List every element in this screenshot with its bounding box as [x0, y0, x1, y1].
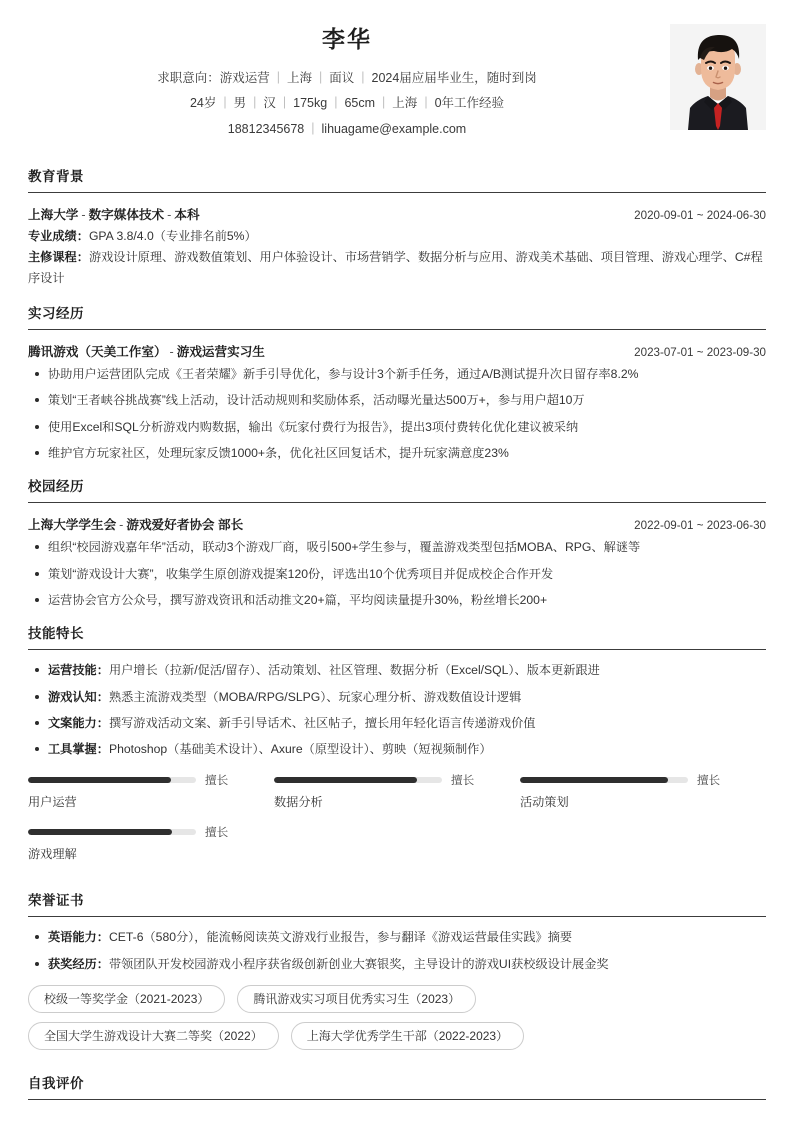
honor-value: 带领团队开发校园游戏小程序获省级创新创业大赛银奖，主导设计的游戏UI获校级设计展金奖: [108, 956, 609, 971]
list-item: [28, 928, 766, 946]
internship-entry-head: [28, 341, 766, 360]
section-divider: [28, 916, 766, 917]
list-item: [28, 661, 766, 679]
skill-value: Photoshop（基础美术设计）、Axure（原型设计）、剪映（短视频制作）: [108, 742, 492, 757]
email-address: lihuagame@example.com: [321, 122, 467, 137]
meta-item: 2024届应届毕业生，随时到岗: [371, 70, 537, 85]
meta-item: 游戏运营: [219, 70, 270, 85]
status-badge: 上海大学优秀学生干部（2022-2023）: [291, 1022, 524, 1050]
phone-number: 18812345678: [227, 122, 305, 137]
page-tail-space: [0, 1111, 794, 1121]
meta-item: 175kg: [293, 96, 328, 111]
status-badge: 腾讯游戏实习项目优秀实习生（2023）: [237, 985, 476, 1013]
list-item: [28, 714, 766, 732]
gpa-label: 专业成绩：: [28, 229, 89, 244]
section-title-self-evaluation: 自我评价: [28, 1076, 84, 1092]
skill-progress-fill: [28, 829, 172, 835]
gpa-value: GPA 3.8/4.0（专业排名前5%）: [88, 229, 257, 244]
skill-bar-item: [28, 772, 274, 810]
education-gpa-row: [28, 226, 766, 247]
campus-role: 游戏爱好者协会 部长: [126, 518, 244, 533]
skills-bullet-list: [28, 661, 766, 758]
skill-level-label: 擅长: [450, 774, 475, 788]
courses-value: 游戏设计原理、游戏数值策划、用户体验设计、市场营销学、数据分析与应用、游戏美术基础、项目管理、游戏心理学、C#程序设计: [28, 250, 763, 286]
section-title-honors: 荣誉证书: [28, 893, 84, 909]
meta-line-contact: [28, 121, 666, 138]
list-item: [28, 955, 766, 973]
list-item: 使用Excel和SQL分析游戏内购数据，输出《玩家付费行为报告》，提出3项付费转化优化建议被采纳: [28, 418, 766, 436]
meta-separator-icon: |: [276, 69, 280, 84]
education-entry-head: [28, 204, 766, 223]
skill-label: 运营技能：: [48, 663, 109, 678]
skill-progress-track: [520, 777, 688, 783]
company-name: 腾讯游戏（天美工作室）: [28, 345, 167, 360]
list-item: 维护官方玩家社区，处理玩家反馈1000+条，优化社区回复话术，提升玩家满意度23%: [28, 444, 766, 462]
internship-bullet-list: [28, 365, 766, 462]
honors-bullet-list: [28, 928, 766, 973]
meta-item: 男: [233, 96, 247, 111]
resume-header: [0, 0, 794, 152]
skill-progress-track: [274, 777, 442, 783]
campus-entry-head: [28, 514, 766, 533]
education-entry-title: 上海大学 - 数字媒体技术 - 本科: [28, 208, 200, 223]
honor-value: CET-6（580分），能流畅阅读英文游戏行业报告，参与翻译《游戏运营最佳实践》摘要: [108, 930, 573, 945]
list-item: [28, 688, 766, 706]
education-date-range: 2020-09-01 ~ 2024-06-30: [634, 209, 766, 223]
skill-value: 用户增长（拉新/促活/留存）、活动策划、社区管理、数据分析（Excel/SQL）、版本更新跟进: [108, 663, 600, 678]
section-campus: [0, 462, 794, 609]
campus-date-range: 2022-09-01 ~ 2023-06-30: [634, 519, 766, 533]
page-title: 李华: [322, 26, 372, 52]
section-internship: [0, 289, 794, 462]
meta-item: 24岁: [189, 96, 217, 111]
list-item: 策划“游戏设计大赛”，收集学生原创游戏提案120份，评选出10个优秀项目并促成校企合作开发: [28, 565, 766, 583]
meta-item: 上海: [286, 70, 312, 85]
meta-item: 65cm: [344, 96, 376, 111]
skill-value: 熟悉主流游戏类型（MOBA/RPG/SLPG）、玩家心理分析、游戏数值设计逻辑: [108, 689, 522, 704]
meta-separator-icon: |: [223, 95, 227, 110]
meta-item: 汉: [263, 96, 276, 111]
section-divider: [28, 192, 766, 193]
school-name: 上海大学: [28, 208, 79, 223]
skill-progress-fill: [520, 777, 668, 783]
skill-name-label: 游戏理解: [28, 847, 77, 862]
meta-separator-icon: |: [253, 95, 257, 110]
honor-label: 获奖经历：: [48, 956, 109, 971]
skill-level-label: 擅长: [205, 774, 229, 788]
honor-tag-row: [28, 985, 766, 1022]
meta-separator-icon: |: [361, 69, 365, 84]
meta-item: 上海: [392, 96, 418, 111]
campus-bullet-list: [28, 538, 766, 609]
skill-name-label: 数据分析: [273, 795, 323, 810]
meta-item: 面议: [329, 70, 355, 85]
section-divider: [28, 1099, 766, 1100]
job-intent-label: 求职意向：: [157, 70, 220, 85]
section-divider: [28, 502, 766, 503]
section-self-evaluation: [0, 1059, 794, 1100]
meta-separator-icon: |: [318, 69, 323, 84]
meta-separator-icon: |: [424, 95, 428, 110]
section-title-skills: 技能特长: [28, 626, 84, 642]
skill-name-label: 活动策划: [519, 795, 569, 810]
honor-tag-row: [28, 1022, 766, 1059]
meta-separator-icon: |: [334, 95, 338, 110]
skill-name-label: 用户运营: [28, 795, 77, 810]
campus-entry-title: 上海大学学生会 - 游戏爱好者协会 部长: [28, 518, 244, 533]
section-honors: [0, 876, 794, 1059]
list-item: 协助用户运营团队完成《王者荣耀》新手引导优化，参与设计3个新手任务，通过A/B测试提升次日留存率8.2%: [28, 365, 766, 383]
degree-name: 本科: [174, 208, 200, 223]
meta-line-personal: [28, 95, 666, 112]
skill-level-label: 擅长: [205, 826, 229, 840]
skill-label: 工具掌握：: [48, 742, 109, 757]
meta-separator-icon: |: [382, 95, 386, 110]
skill-bar-grid: [28, 772, 766, 876]
internship-entry-title: 腾讯游戏（天美工作室） - 游戏运营实习生: [28, 345, 265, 360]
header-text-block: [28, 22, 670, 138]
skill-progress-track: [28, 829, 196, 835]
internship-role: 游戏运营实习生: [176, 345, 265, 360]
section-divider: [28, 329, 766, 330]
list-item: 运营协会官方公众号，撰写游戏资讯和活动推文20+篇，平均阅读量提升30%，粉丝增长200+: [28, 591, 766, 609]
section-title-education: 教育背景: [28, 169, 84, 185]
status-badge: 校级一等奖学金（2021-2023）: [28, 985, 225, 1013]
courses-label: 主修课程：: [28, 250, 89, 265]
list-item: 组织“校园游戏嘉年华”活动，联动3个游戏厂商，吸引500+学生参与，覆盖游戏类型包括MOBA、RPG、解谜等: [28, 538, 766, 556]
skill-level-label: 擅长: [696, 774, 721, 788]
avatar-portrait-icon: [670, 24, 766, 130]
honor-label: 英语能力：: [48, 930, 109, 945]
skill-bar-item: [520, 772, 766, 810]
list-item: [28, 740, 766, 758]
section-title-campus: 校园经历: [28, 479, 84, 495]
avatar: [670, 24, 766, 130]
skill-label: 文案能力：: [48, 715, 109, 730]
major-name: 数字媒体技术: [88, 208, 165, 223]
organization-name: 上海大学学生会: [28, 518, 117, 533]
section-education: [0, 152, 794, 289]
meta-separator-icon: |: [311, 121, 315, 136]
section-skills: [0, 609, 794, 876]
list-item: 策划“王者峡谷挑战赛”线上活动，设计活动规则和奖励体系，活动曝光量达500万+，参与用户超10万: [28, 391, 766, 409]
meta-separator-icon: |: [282, 95, 287, 110]
status-badge: 全国大学生游戏设计大赛二等奖（2022）: [28, 1022, 279, 1050]
skill-bar-item: [28, 824, 274, 862]
meta-line-intent: [28, 70, 666, 87]
internship-date-range: 2023-07-01 ~ 2023-09-30: [634, 346, 766, 360]
skill-bar-item: [274, 772, 520, 810]
meta-item: 0年工作经验: [434, 96, 505, 111]
section-divider: [28, 649, 766, 650]
skill-progress-fill: [28, 777, 171, 783]
skill-value: 撰写游戏活动文案、新手引导话术、社区帖子，擅长用年轻化语言传递游戏价值: [108, 715, 536, 730]
section-title-internship: 实习经历: [28, 306, 84, 322]
skill-label: 游戏认知：: [48, 689, 109, 704]
education-courses-row: [28, 247, 766, 289]
skill-progress-fill: [274, 777, 417, 783]
skill-progress-track: [28, 777, 196, 783]
